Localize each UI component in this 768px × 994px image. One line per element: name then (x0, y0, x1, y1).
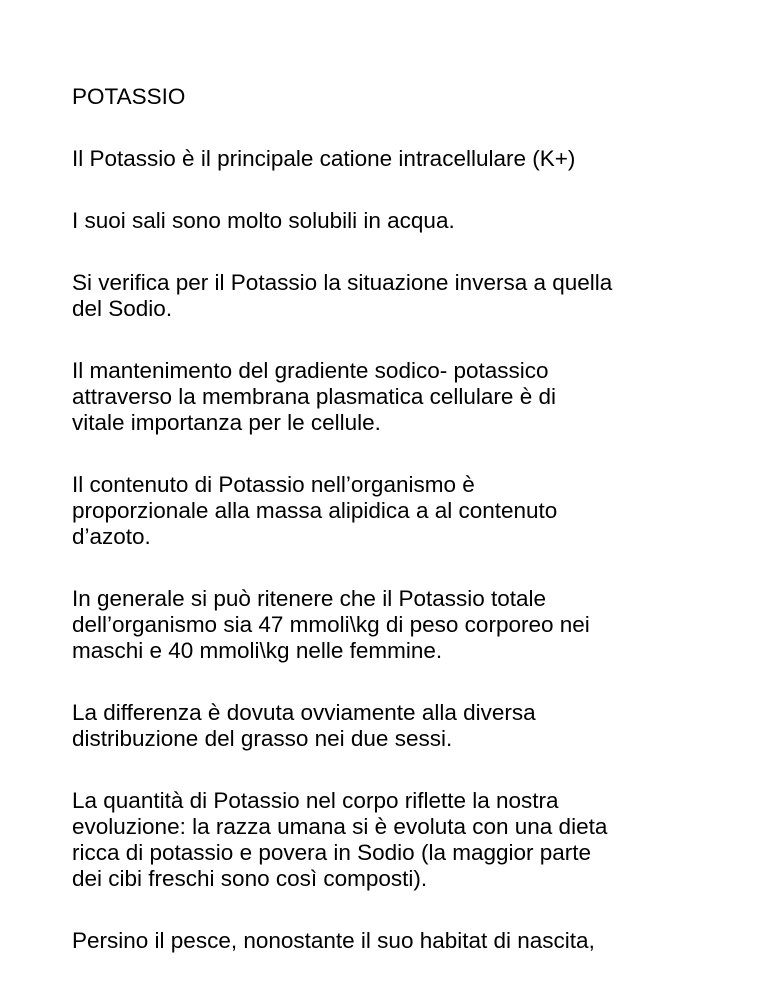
paragraph-9 (72, 928, 712, 954)
paragraph-line: vitale importanza per le cellule. (72, 410, 381, 435)
paragraph-line: Si verifica per il Potassio la situazione inversa a quella (72, 270, 613, 295)
paragraph-line: distribuzione del grasso nei due sessi. (72, 726, 453, 751)
paragraph-line: La quantità di Potassio nel corpo riflette la nostra (72, 788, 559, 813)
paragraph-line: evoluzione: la razza umana si è evoluta con una dieta (72, 814, 608, 839)
paragraph-5 (72, 472, 712, 550)
paragraph-line: proporzionale alla massa alipidica a al contenuto (72, 498, 558, 523)
paragraph-line: Il contenuto di Potassio nell’organismo è (72, 472, 475, 497)
paragraph-line: Il mantenimento del gradiente sodico- potassico (72, 358, 549, 383)
paragraph-line: dei cibi freschi sono così composti). (72, 866, 428, 891)
paragraph-line: In generale si può ritenere che il Potassio totale (72, 586, 547, 611)
document-page (72, 84, 712, 990)
paragraph-3 (72, 270, 712, 322)
paragraph-line: I suoi sali sono molto solubili in acqua. (72, 208, 455, 233)
paragraph-line: Persino il pesce, nonostante il suo habitat di nascita, (72, 928, 595, 953)
paragraph-2 (72, 208, 712, 234)
paragraph-line: Il Potassio è il principale catione intracellulare (K+) (72, 146, 576, 171)
paragraph-line: d’azoto. (72, 524, 151, 549)
paragraph-8 (72, 788, 712, 892)
paragraph-line: attraverso la membrana plasmatica cellulare è di (72, 384, 556, 409)
paragraph-line: dell’organismo sia 47 mmoli\kg di peso corporeo nei (72, 612, 590, 637)
paragraph-line: ricca di potassio e povera in Sodio (la maggior parte (72, 840, 592, 865)
document-title: POTASSIO (72, 84, 186, 109)
paragraph-4 (72, 358, 712, 436)
paragraph-line: del Sodio. (72, 296, 173, 321)
paragraph-7 (72, 700, 712, 752)
paragraph-1 (72, 146, 712, 172)
paragraph-line: maschi e 40 mmoli\kg nelle femmine. (72, 638, 443, 663)
paragraph-line: La differenza è dovuta ovviamente alla diversa (72, 700, 536, 725)
paragraph-6 (72, 586, 712, 664)
